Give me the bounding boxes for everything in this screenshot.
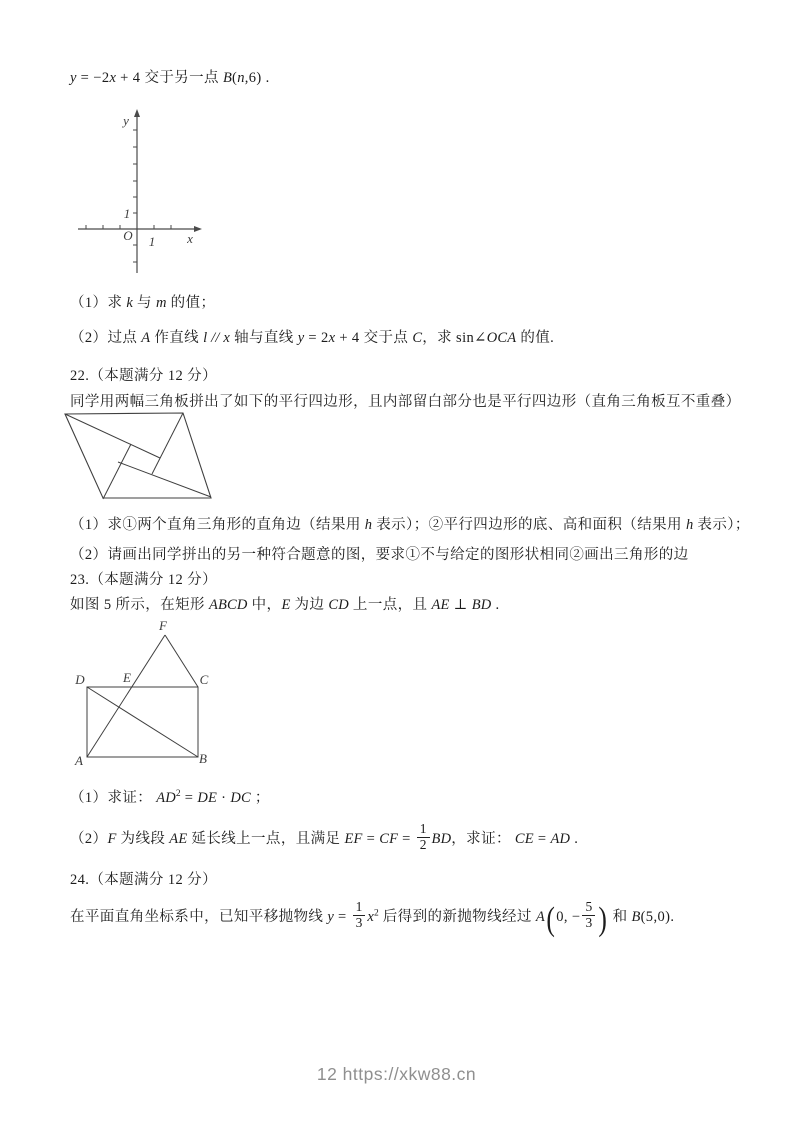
fraction-denominator: 2	[419, 836, 427, 852]
math-text: (	[232, 70, 238, 86]
q23-body	[70, 593, 499, 614]
math-text: = −2	[76, 70, 110, 86]
q22-body: 同学用两幅三角板拼出了如下的平行四边形，且内部留白部分也是平行四边形（直角三角板互不重叠）	[70, 394, 741, 410]
y-axis-ticks	[133, 130, 137, 262]
chinese-text: 为线段	[116, 831, 170, 848]
chinese-text: 交于另一点	[144, 70, 223, 86]
math-var: CD	[328, 597, 349, 613]
math-text: 0, −	[556, 909, 581, 926]
fraction-denominator: 3	[585, 914, 593, 930]
chinese-text: 中，	[247, 597, 282, 613]
q24-body: 在平面直角坐标系中，已知平移抛物线 y = $\frac{1}{3}$ $x^2$ 后得到的新抛物线经过 A(0, − $\frac{5}{3}$ ) 和 B(5,0).	[70, 899, 675, 939]
chinese-text: 与	[133, 295, 156, 311]
fraction-numerator: 1	[353, 900, 366, 916]
math-var: BD	[431, 831, 452, 848]
vertex-label-f: F	[159, 618, 167, 633]
math-var: DE	[197, 790, 218, 806]
vertex-label-c: C	[199, 672, 209, 687]
math-var: ABCD	[208, 597, 248, 613]
chinese-text: （1）求	[70, 295, 127, 311]
math-var: y	[327, 909, 334, 926]
chinese-text: （1）求证：	[70, 790, 157, 806]
math-var: B	[222, 70, 233, 86]
math-text: ⊥	[449, 597, 472, 613]
math-var: AE	[431, 597, 450, 613]
math-text: + 4	[116, 70, 145, 86]
chinese-text: （2）	[70, 831, 108, 848]
figure-rectangle-abcd	[58, 618, 220, 781]
chinese-text: 延长线上一点，且满足	[187, 831, 345, 848]
chinese-text: 的值；	[166, 295, 216, 311]
math-var: CF	[379, 831, 399, 848]
exponent: 2	[374, 908, 379, 919]
chinese-text: 为边	[290, 597, 329, 613]
figure-parallelogram	[58, 405, 223, 512]
math-var: E	[281, 597, 291, 613]
math-var: h	[685, 517, 694, 533]
math-var: AD	[550, 831, 571, 848]
math-var: DC	[230, 790, 251, 806]
math-var: k	[126, 295, 134, 311]
construction-lines	[87, 635, 198, 757]
y-axis-label: y	[123, 113, 129, 128]
math-text: =	[362, 831, 380, 848]
footer-page-number-and-url: 12 https://xkw88.cn	[316, 1064, 477, 1084]
q22-heading: 22.（本题满分 12 分）	[70, 368, 217, 384]
math-var: F	[107, 831, 117, 848]
q21-intro-line	[70, 66, 270, 87]
parallelogram-svg	[58, 405, 223, 507]
x-axis-arrow	[194, 226, 202, 232]
chinese-text: 作直线	[150, 330, 204, 346]
math-var: CE	[514, 831, 534, 848]
q23-heading: 23.（本题满分 12 分）	[70, 572, 217, 588]
chinese-text: （1）求①两个直角三角形的直角边（结果用	[70, 517, 365, 533]
vertex-label-b: B	[199, 751, 207, 766]
chinese-text: + 4 交于点	[335, 330, 413, 346]
math-var: y	[70, 70, 77, 86]
q22-item-1	[70, 513, 750, 534]
math-var: l // x	[203, 330, 231, 346]
math-var: y	[297, 330, 305, 346]
math-text: ·	[217, 790, 231, 806]
fraction-one-third	[353, 900, 366, 931]
math-var: OCA	[486, 330, 517, 346]
vertex-label-d: D	[75, 672, 85, 687]
chinese-text: 表示）；	[693, 517, 750, 533]
math-text: = 2	[304, 330, 329, 346]
chinese-text: ，求 sin∠	[422, 330, 487, 346]
exponent: 2	[175, 789, 181, 800]
math-var: AE	[169, 831, 188, 848]
chinese-text: （2）过点	[70, 330, 142, 346]
math-var: AD	[156, 790, 176, 806]
math-text: =	[180, 790, 198, 806]
chinese-text: 表示）；②平行四边形的底、高和面积（结果用	[372, 517, 686, 533]
math-var: m	[155, 295, 167, 311]
math-text: .	[491, 597, 500, 613]
x-unit-tick-label: 1	[148, 234, 156, 249]
math-var: x	[109, 70, 117, 86]
math-var: h	[364, 517, 373, 533]
inner-triangle-lines	[65, 413, 211, 499]
chinese-text: 在平面直角坐标系中，已知平移抛物线	[70, 909, 328, 926]
math-var: C	[412, 330, 423, 346]
math-var: A	[141, 330, 151, 346]
y-unit-tick-label: 1	[123, 206, 131, 221]
chinese-text: 如图 5 所示，在矩形	[70, 597, 209, 613]
vertex-label-e: E	[123, 670, 131, 685]
fraction-one-half	[417, 822, 430, 853]
chinese-text: ；	[250, 790, 270, 806]
q21-item-2	[70, 326, 554, 347]
math-var: A	[535, 909, 545, 926]
q23-item-2	[70, 822, 578, 853]
chinese-text: ，求证：	[451, 831, 515, 848]
chinese-text: 的值.	[516, 330, 555, 346]
q23-item-1	[70, 786, 270, 807]
fraction-five-thirds	[582, 900, 595, 931]
math-var: n	[237, 70, 245, 86]
math-var: B	[631, 909, 641, 926]
origin-label: O	[123, 228, 133, 243]
figure-coordinate-axes	[62, 105, 207, 285]
vertex-label-a: A	[75, 753, 83, 768]
math-text: (5,0).	[640, 909, 675, 926]
math-text: =	[533, 831, 551, 848]
chinese-text: 后得到的新抛物线经过	[378, 909, 536, 926]
chinese-text: 轴与直线	[230, 330, 298, 346]
q22-item-2: （2）请画出同学拼出的另一种符合题意的图，要求①不与给定的图形状相同②画出三角形的边	[70, 547, 689, 563]
math-text: =	[333, 909, 351, 926]
fraction-denominator: 3	[355, 914, 363, 930]
rectangle-svg	[58, 618, 220, 776]
math-text: ,6) .	[244, 70, 270, 86]
fraction-numerator: 1	[417, 822, 430, 838]
x-axis-label: x	[187, 231, 193, 246]
parallelogram-outline	[65, 413, 211, 498]
math-var: x	[328, 330, 336, 346]
math-text: .	[570, 831, 579, 848]
chinese-text: 和	[608, 909, 632, 926]
axes-svg	[62, 105, 207, 280]
q24-heading: 24.（本题满分 12 分）	[70, 872, 217, 888]
math-var: BD	[471, 597, 492, 613]
fraction-numerator: 5	[582, 900, 595, 916]
math-var: EF	[344, 831, 363, 848]
chinese-text: 上一点，且	[348, 597, 432, 613]
math-text: =	[398, 831, 415, 848]
y-axis-arrow	[134, 109, 140, 117]
q21-item-1	[70, 291, 215, 312]
math-var: x	[367, 909, 374, 926]
